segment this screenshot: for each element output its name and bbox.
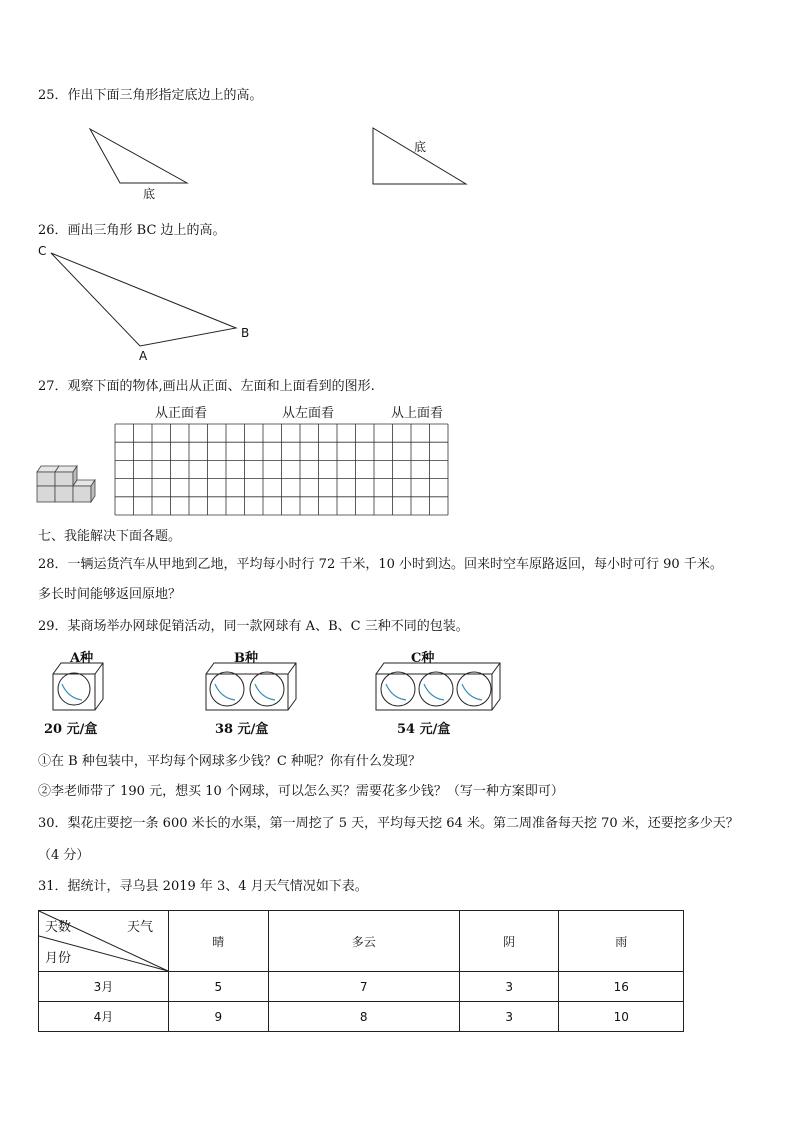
package-b-ball-1: [210, 672, 244, 706]
package-a-name: A种: [70, 651, 94, 666]
package-a-ball: [58, 673, 90, 705]
package-c-ball-3: [457, 672, 491, 706]
corner-days: 天数: [45, 920, 72, 935]
row-month: 3月: [39, 972, 169, 1002]
package-b-price: 38 元/盒: [215, 722, 269, 737]
q25-right-base-label: 底: [414, 140, 427, 154]
col-header: 雨: [559, 911, 684, 972]
table-cell: 3: [459, 972, 559, 1002]
view-front-label: 从正面看: [155, 406, 208, 421]
table-cell: 7: [268, 972, 459, 1002]
table-cell: 16: [559, 972, 684, 1002]
view-left-label: 从左面看: [282, 406, 335, 421]
corner-month: 月份: [45, 951, 72, 966]
package-c-name: C种: [411, 651, 435, 666]
col-header: 阴: [459, 911, 559, 972]
q26-vertex-b: B: [241, 326, 250, 340]
package-c-box: [376, 674, 492, 710]
q29-sub1: ①在 B 种包装中，平均每个网球多少钱？C 种呢？你有什么发现？: [38, 754, 421, 769]
row-month: 4月: [39, 1002, 169, 1032]
q25-left-base-label: 底: [143, 187, 156, 201]
q28-line1: 28．一辆运货汽车从甲地到乙地，平均每小时行 72 千米，10 小时到达。回来时空车原路返回，每小时可行 90 千米。: [38, 557, 723, 572]
q27-text: 27．观察下面的物体,画出从正面、左面和上面看到的图形.: [38, 379, 375, 394]
q25-text: 25．作出下面三角形指定底边上的高。: [38, 88, 263, 103]
table-cell: 9: [169, 1002, 269, 1032]
table-cell: 8: [268, 1002, 459, 1032]
weather-table: [38, 910, 684, 1032]
table-cell: 10: [559, 1002, 684, 1032]
q30-line1: 30．梨花庄要挖一条 600 米长的水渠，第一周挖了 5 天，平均每天挖 64 米。第二周准备每天挖 70 米，还要挖多少天？: [38, 816, 739, 831]
package-c-ball-2: [419, 672, 453, 706]
table-row: [39, 1002, 684, 1032]
package-b-name: B种: [234, 651, 258, 666]
package-c-ball-1: [381, 672, 415, 706]
package-b-ball-2: [250, 672, 284, 706]
col-header: 多云: [268, 911, 459, 972]
q26-vertex-a: A: [139, 349, 148, 363]
table-row: [39, 972, 684, 1002]
q30-line2: （4 分）: [38, 848, 90, 863]
table-header-row: [39, 911, 684, 972]
package-c-price: 54 元/盒: [397, 722, 451, 737]
corner-cell: [39, 911, 169, 972]
package-b-box: [206, 674, 288, 710]
q31-text: 31．据统计，寻乌县 2019 年 3、4 月天气情况如下表。: [38, 879, 368, 894]
q29-text: 29．某商场举办网球促销活动，同一款网球有 A、B、C 三种不同的包装。: [38, 619, 469, 634]
q29-sub2: ②李老师带了 190 元，想买 10 个网球，可以怎么买？需要花多少钱？（写一种方案即可）: [38, 784, 564, 799]
view-top-label: 从上面看: [391, 406, 444, 421]
table-cell: 5: [169, 972, 269, 1002]
q28-line2: 多长时间能够返回原地？: [38, 587, 182, 602]
q26-vertex-c: C: [38, 244, 47, 258]
table-cell: 3: [459, 1002, 559, 1032]
package-a-price: 20 元/盒: [44, 722, 98, 737]
section7-heading: 七、我能解决下面各题。: [38, 529, 182, 544]
q26-text: 26．画出三角形 BC 边上的高。: [38, 223, 226, 238]
col-header: 晴: [169, 911, 269, 972]
corner-weather: 天气: [127, 920, 154, 935]
